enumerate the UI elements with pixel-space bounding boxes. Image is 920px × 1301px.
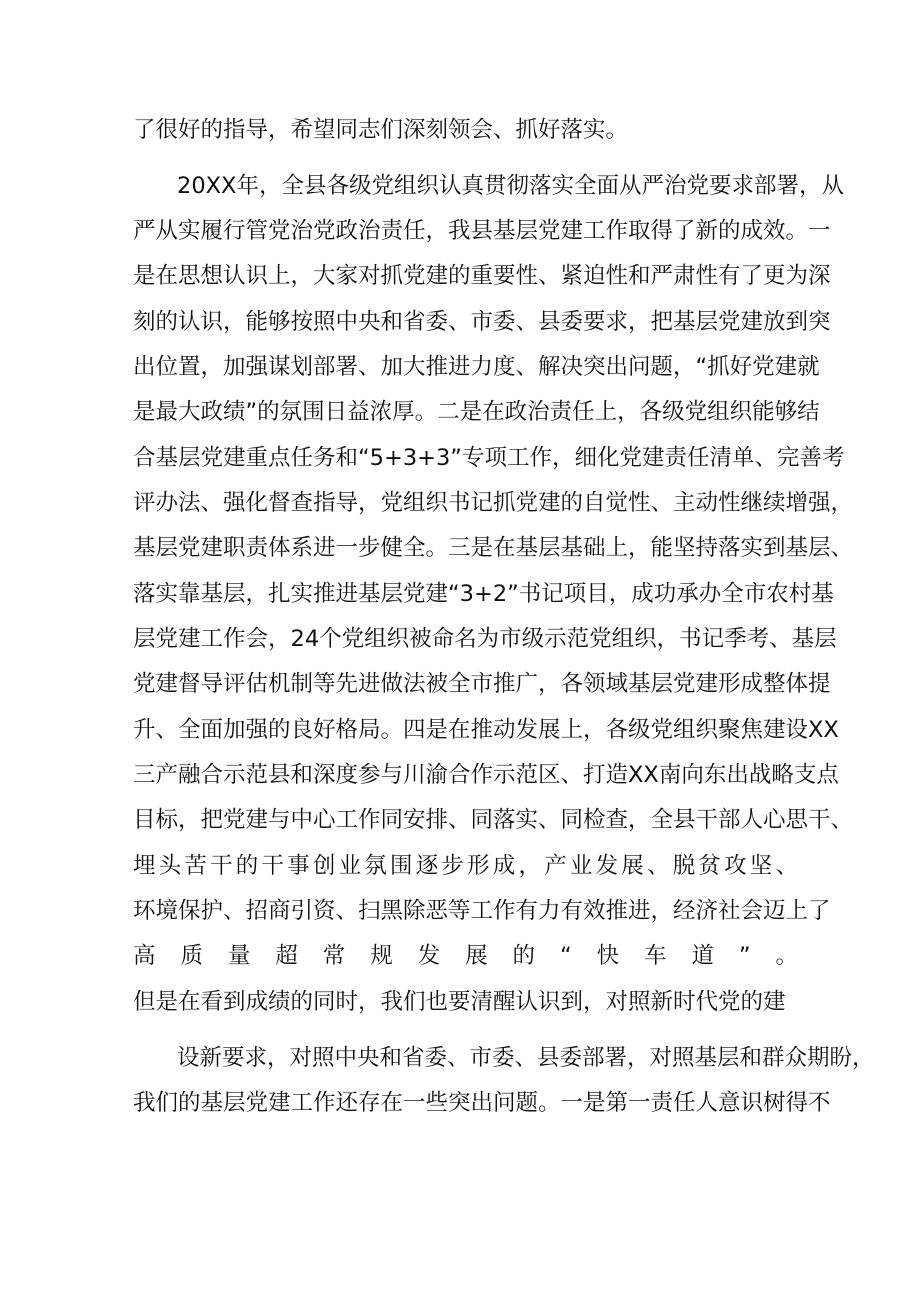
paragraph-first-line: 20XX年，全县各级党组织认真贯彻落实全面从严治党要求部署，从 <box>177 173 844 199</box>
text-line: 合基层党建重点任务和“5+3+3”专项工作，细化党建责任清单、完善考 <box>133 445 845 471</box>
text-line: 了很好的指导，希望同志们深刻领会、抓好落实。 <box>133 117 629 143</box>
text-line: 严从实履行管党治党政治责任，我县基层党建工作取得了新的成效。一 <box>133 218 831 244</box>
text-line: 埋头苦干的干事创业氛围逐步形成，产业发展、脱贫攻坚、 <box>133 853 798 879</box>
text-line: 基层党建职责体系进一步健全。三是在基层基础上，能坚持落实到基层、 <box>133 535 854 561</box>
text-line: 刻的认识，能够按照中央和省委、市委、县委要求，把基层党建放到突 <box>133 309 831 335</box>
text-line: 评办法、强化督查指导，党组织书记抓党建的自觉性、主动性继续增强， <box>133 490 854 516</box>
text-line: 是最大政绩”的氛围日益浓厚。二是在政治责任上，各级党组织能够结 <box>133 399 820 425</box>
text-line: 高质量超常规发展的“快车道”。 <box>133 943 798 969</box>
text-line: 党建督导评估机制等先进做法被全市推广，各领域基层党建形成整体提 <box>133 671 831 697</box>
text-line: 是在思想认识上，大家对抓党建的重要性、紧迫性和严肃性有了更为深 <box>133 263 831 289</box>
text-line <box>133 1129 798 1169</box>
text-line: 环境保护、招商引资、扫黑除恶等工作有力有效推进，经济社会迈上了 <box>133 898 831 924</box>
text-line: 目标，把党建与中心工作同安排、同落实、同检查，全县干部人心思干、 <box>133 807 854 833</box>
text-line: 但是在看到成绩的同时，我们也要清醒认识到，对照新时代党的建 <box>133 989 786 1015</box>
paragraph-first-line: 设新要求，对照中央和省委、市委、县委部署，对照基层和群众期盼， <box>177 1045 875 1071</box>
text-line: 我们的基层党建工作还存在一些突出问题。一是第一责任人意识树得不 <box>133 1090 831 1116</box>
text-line: 出位置，加强谋划部署、加大推进力度、解决突出问题，“抓好党建就 <box>133 354 820 380</box>
text-line: 升、全面加强的良好格局。四是在推动发展上，各级党组织聚焦建设XX <box>133 717 839 743</box>
text-line: 层党建工作会，24个党组织被命名为市级示范党组织，书记季考、基层 <box>133 626 837 652</box>
text-line: 落实靠基层，扎实推进基层党建“3+2”书记项目，成功承办全市农村基 <box>133 581 834 607</box>
text-line: 三产融合示范县和深度参与川渝合作示范区、打造XX南向东出战略支点 <box>133 762 839 788</box>
